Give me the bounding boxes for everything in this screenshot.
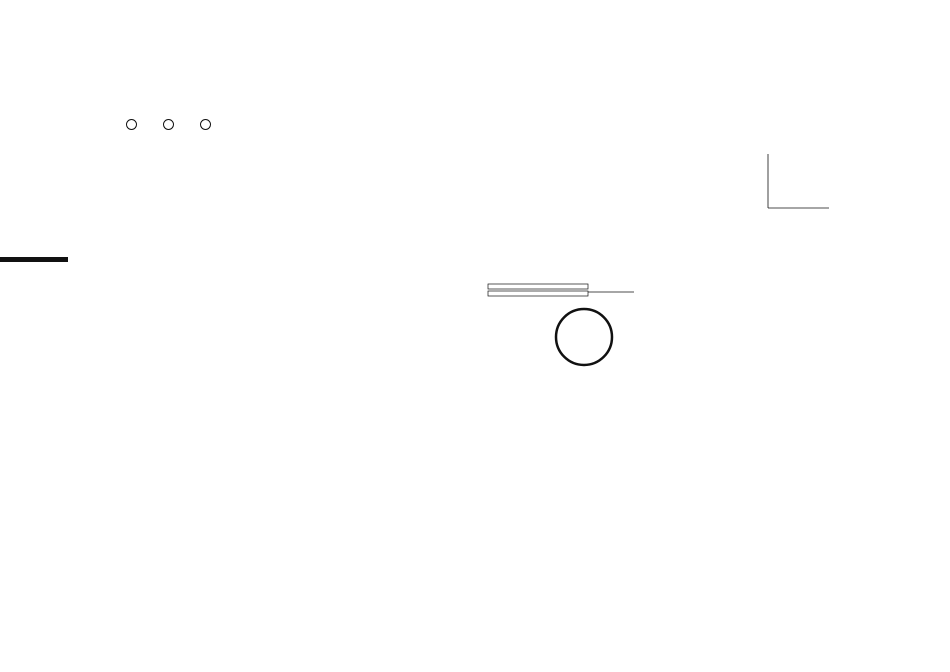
cross-num-2 [163, 119, 174, 130]
cross-num-1 [126, 119, 137, 130]
cross-num-3 [200, 119, 211, 130]
pollination-chart [744, 149, 900, 229]
edge-bar [0, 257, 68, 262]
left-column [66, 112, 414, 174]
cross-diagram [66, 118, 414, 170]
vector-construction-figure [484, 282, 904, 372]
